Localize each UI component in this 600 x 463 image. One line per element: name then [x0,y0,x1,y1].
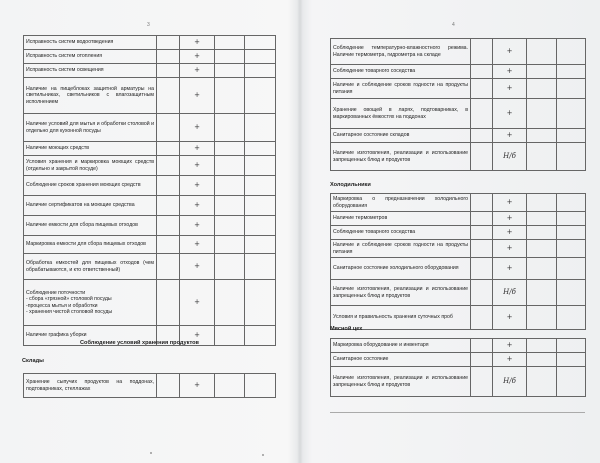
row-text: Наличие изготовления, реализации и использование запрещенных блюд и продуктов [331,367,471,397]
handwritten-mark: + [493,65,527,79]
empty-cell [527,65,557,79]
empty-cell [157,50,180,64]
empty-cell [215,64,245,78]
empty-cell [471,226,493,240]
empty-cell [215,254,245,280]
handwritten-mark: + [180,114,215,142]
empty-cell [157,216,180,236]
empty-cell [157,374,180,398]
empty-cell [471,39,493,65]
row-text: Соблюдение поточности - сбора «грязной» столовой посуды -процесса мытья и обработки - хранения чистой столовой посуды [24,280,157,326]
empty-cell [557,280,586,306]
empty-cell [557,226,586,240]
row-text: Наличие на пищеблоках защитной арматуры на светильниках, светильников с влагозащитным исполнением [24,78,157,114]
empty-cell [157,196,180,216]
checklist-row [24,236,276,254]
empty-cell [471,240,493,258]
meat-table [330,338,586,397]
handwritten-mark: + [493,353,527,367]
row-text: Наличие и соблюдение сроков годности на продукты питания [331,79,471,99]
handwritten-mark: + [180,50,215,64]
empty-cell [157,280,180,326]
empty-cell [557,79,586,99]
empty-cell [215,374,245,398]
handwritten-mark: + [493,99,527,129]
checklist-row [331,194,586,212]
empty-cell [471,280,493,306]
empty-cell [215,280,245,326]
checklist-row [331,79,586,99]
row-text: Соблюдение сроков хранения моющих средств [24,176,157,196]
empty-cell [157,114,180,142]
empty-cell [471,129,493,143]
row-text: Условия и правильность хранения суточных проб [331,306,471,330]
empty-cell [527,280,557,306]
handwritten-mark: + [493,226,527,240]
checklist-row [24,78,276,114]
empty-cell [527,212,557,226]
handwritten-mark: + [493,306,527,330]
empty-cell [471,212,493,226]
empty-cell [245,254,276,280]
checklist-row [24,374,276,398]
scan-speck [262,454,264,456]
empty-cell [557,143,586,171]
empty-cell [245,216,276,236]
checklist-row [24,50,276,64]
empty-cell [557,353,586,367]
row-text: Маркировка оборудование и инвентаря [331,339,471,353]
row-text: Наличие графика уборки [24,326,157,346]
row-text: Санитарное состояние [331,353,471,367]
empty-cell [471,65,493,79]
handwritten-mark: + [180,64,215,78]
empty-cell [557,39,586,65]
empty-cell [471,79,493,99]
empty-cell [527,79,557,99]
empty-cell [157,156,180,176]
empty-cell [471,339,493,353]
row-text: Маркировка емкости для сбора пищевых отходов [24,236,157,254]
handwritten-mark: + [180,36,215,50]
handwritten-mark: + [180,78,215,114]
checklist-row [331,129,586,143]
empty-cell [215,36,245,50]
empty-cell [245,156,276,176]
checklist-row [331,280,586,306]
empty-cell [245,196,276,216]
empty-cell [471,367,493,397]
empty-cell [215,114,245,142]
meat-title: Мясной цех [330,326,363,332]
handwritten-mark: + [493,240,527,258]
checklist-row [331,240,586,258]
handwritten-mark: + [493,129,527,143]
handwritten-mark: + [180,142,215,156]
checklist-row [331,306,586,330]
empty-cell [245,236,276,254]
sklady-table [23,373,276,398]
row-text: Соблюдение товарного соседства [331,65,471,79]
checklist-row [331,226,586,240]
checklist-row [24,156,276,176]
empty-cell [215,156,245,176]
bottom-rule [330,412,585,413]
row-text: Хранение овощей в ларях, подтоварниках, в маркированных ёмкостях на поддонах [331,99,471,129]
row-text: Исправность систем водоотведения [24,36,157,50]
handwritten-mark: + [180,254,215,280]
handwritten-mark: + [493,79,527,99]
empty-cell [471,258,493,280]
empty-cell [245,36,276,50]
row-text: Маркировка о предназначении холодильного оборудования [331,194,471,212]
handwritten-mark: + [180,216,215,236]
empty-cell [527,258,557,280]
empty-cell [215,216,245,236]
row-text: Наличие и соблюдение сроков годности на продукты питания [331,240,471,258]
empty-cell [471,353,493,367]
empty-cell [157,254,180,280]
handwritten-mark: + [180,176,215,196]
empty-cell [245,326,276,346]
empty-cell [471,306,493,330]
empty-cell [527,367,557,397]
empty-cell [527,99,557,129]
handwritten-mark: + [493,194,527,212]
row-text: Наличие условий для мытья и обработки столовой и отдельно для кухонной посуды [24,114,157,142]
empty-cell [557,339,586,353]
empty-cell [527,306,557,330]
empty-cell [527,39,557,65]
empty-cell [527,240,557,258]
checklist-row [24,254,276,280]
handwritten-mark: + [180,196,215,216]
empty-cell [527,143,557,171]
empty-cell [471,194,493,212]
right-page-number: 4 [452,22,455,28]
checklist-row [331,143,586,171]
sklady-title: Склады [22,358,44,364]
row-text: Санитарное состояние складов [331,129,471,143]
empty-cell [557,240,586,258]
handwritten-mark: + [493,258,527,280]
row-text: Наличие сертификатов на моющие средства [24,196,157,216]
row-text: Наличие изготовления, реализации и использование запрещенных блюд и продуктов [331,280,471,306]
checklist-row [331,39,586,65]
row-text: Санитарное состояние холодильного оборудования [331,258,471,280]
left-page-number: 3 [147,22,150,28]
checklist-row [331,353,586,367]
checklist-row [331,339,586,353]
row-text: Наличие емкости для сбора пищевых отходов [24,216,157,236]
row-text: Исправность систем отопления [24,50,157,64]
empty-cell [557,212,586,226]
empty-cell [215,196,245,216]
row-text: Наличие термометров [331,212,471,226]
empty-cell [215,50,245,64]
empty-cell [527,353,557,367]
row-text: Обработка емкостей для пищевых отходов (чем обрабатываются, и кто ответственный) [24,254,157,280]
checklist-row [331,258,586,280]
empty-cell [471,143,493,171]
empty-cell [215,142,245,156]
empty-cell [157,78,180,114]
empty-cell [557,194,586,212]
empty-cell [557,258,586,280]
checklist-row [24,216,276,236]
empty-cell [471,99,493,129]
empty-cell [157,36,180,50]
handwritten-mark: Н/б [493,367,527,397]
empty-cell [557,306,586,330]
empty-cell [215,326,245,346]
row-text: Наличие изготовления, реализации и использование запрещенных блюд и продуктов [331,143,471,171]
row-text: Наличие моющих средств [24,142,157,156]
handwritten-mark: + [180,280,215,326]
handwritten-mark: + [180,326,215,346]
empty-cell [157,176,180,196]
empty-cell [245,50,276,64]
empty-cell [557,99,586,129]
checklist-row [24,176,276,196]
empty-cell [557,367,586,397]
scan-speck [150,452,152,454]
empty-cell [245,64,276,78]
empty-cell [245,142,276,156]
empty-cell [215,78,245,114]
empty-cell [245,114,276,142]
row-text: Соблюдение температурно-влажностного режима. Наличие термометра, гидрометра на складе [331,39,471,65]
empty-cell [527,129,557,143]
checklist-row [24,142,276,156]
checklist-row [331,99,586,129]
empty-cell [527,339,557,353]
fridge-title: Холодильники [330,182,371,188]
handwritten-mark: + [493,39,527,65]
empty-cell [215,236,245,254]
checklist-row [24,196,276,216]
empty-cell [157,142,180,156]
fridge-table [330,193,586,330]
handwritten-mark: Н/б [493,280,527,306]
empty-cell [245,176,276,196]
handwritten-mark: + [493,212,527,226]
empty-cell [157,236,180,254]
handwritten-mark: Н/б [493,143,527,171]
empty-cell [245,78,276,114]
empty-cell [527,226,557,240]
storage-conditions-heading: Соблюдение условий хранения продуктов [80,340,199,346]
empty-cell [157,64,180,78]
page-spine [297,0,303,463]
empty-cell [245,374,276,398]
handwritten-mark: + [180,156,215,176]
handwritten-mark: + [493,339,527,353]
empty-cell [557,129,586,143]
checklist-row [331,367,586,397]
checklist-row [331,65,586,79]
checklist-row [24,280,276,326]
left-checklist-table [23,35,276,346]
empty-cell [215,176,245,196]
row-text: Соблюдение товарного соседства [331,226,471,240]
row-text: Исправность систем освещения [24,64,157,78]
right-checklist-table [330,38,586,171]
empty-cell [527,194,557,212]
checklist-row [24,36,276,50]
checklist-row [24,64,276,78]
empty-cell [557,65,586,79]
row-text: Условия хранения и маркировка моющих средств (отдельно и закрытой посуде) [24,156,157,176]
empty-cell [245,280,276,326]
handwritten-mark: + [180,236,215,254]
handwritten-mark: + [180,374,215,398]
checklist-row [24,114,276,142]
row-text: Хранение сыпучих продуктов на поддонах, подтоварниках, стеллажах [24,374,157,398]
checklist-row [331,212,586,226]
